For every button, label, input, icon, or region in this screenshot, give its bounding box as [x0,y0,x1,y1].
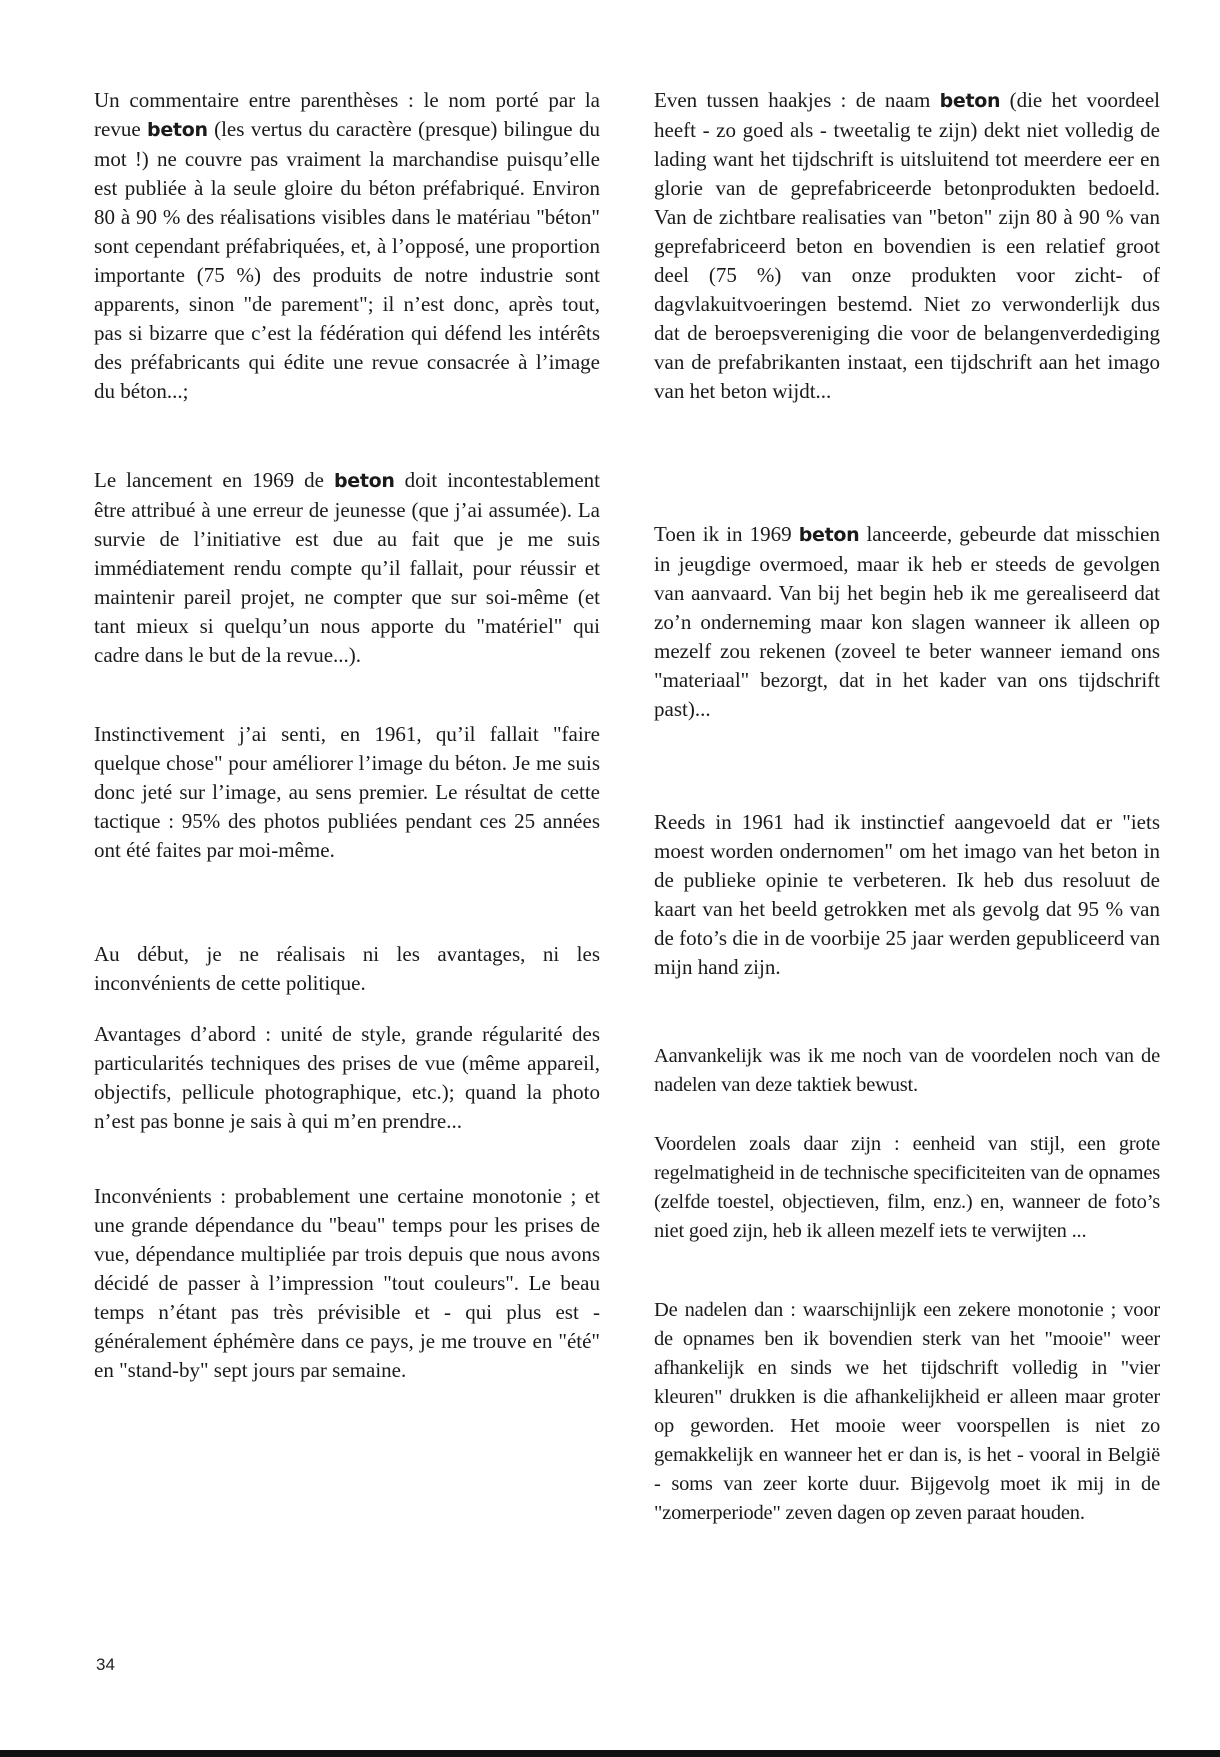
brand-name-beton: beton [147,119,208,141]
nl-paragraph-1: Even tussen haakjes : de naam beton (die het voordeel heeft - zo goed als - tweetalig te zijn) dekt niet volledig de lading want het tijdschrift is uitsluitend tot meerdere eer en glorie van de geprefabriceerde betonprodukten bedoeld. Van de zichtbare realisaties van "beton" zijn 80 à 90 % van geprefabriceerd beton en bovendien is een relatief groot deel (75 %) van onze produkten voor zicht- of dagvlakuitvoeringen bestemd. Niet zo verwonderlijk dus dat de beroepsvereniging die voor de belangenverdediging van de prefabrikanten instaat, een tijdschrift aan het imago van het beton wijdt... [654,88,1160,403]
nl-paragraph-5: Voordelen zoals daar zijn : eenheid van stijl, een grote regelmatigheid in de technische specificiteiten van de opnames (zelfde toestel, objectieven, film, enz.) en, wanneer de foto’s niet goed zijn, heb ik alleen mezelf iets te verwijten ... [654,1133,1160,1242]
page-number: 34 [96,1655,115,1674]
fr-paragraph-3: Instinctivement j’ai senti, en 1961, qu’il fallait "faire quelque chose" pour améliorer l’image du béton. Je me suis donc jeté sur l’image, au sens premier. Le résultat de cette tactique : 95% des photos publiées pendant ces 25 années ont été faites par moi-même. [94,722,600,862]
bottom-border [0,1750,1220,1757]
brand-name-beton: beton [798,524,860,546]
brand-name-beton: beton [939,90,1001,112]
fr-paragraph-5: Avantages d’abord : unité de style, grande régularité des particularités techniques des prises de vue (même appareil, objectifs, pellicule photographique, etc.); quand la photo n’est pas bonne je sais à qui m’en prendre... [94,1022,600,1133]
nl-paragraph-6: De nadelen dan : waarschijnlijk een zekere monotonie ; voor de opnames ben ik bovendien sterk van het "mooie" weer afhankelijk en sinds we het tijdschrift volledig in "vier kleuren" drukken is die afhankelijkheid er alleen maar groter op geworden. Het mooie weer voorspellen is niet zo gemakkelijk en wanneer het er dan is, is het - vooral in België - soms van zeer korte duur. Bijgevolg moet ik mij in de "zomerperiode" zeven dagen op zeven paraat houden. [654,1299,1160,1524]
fr-paragraph-6: Inconvénients : probablement une certaine monotonie ; et une grande dépendance du "beau" temps pour les prises de vue, dépendance multipliée par trois depuis que nous avons décidé de passer à l’impression "tout couleurs". Le beau temps n’étant pas très prévisible et - qui plus est - généralement éphémère dans ce pays, je me trouve en "été" en "stand-by" sept jours par semaine. [94,1184,600,1382]
fr-paragraph-2: Le lancement en 1969 de beton doit incontestablement être attribué à une erreur de jeunesse (que j’ai assumée). La survie de l’initiative est due au fait que je me suis immédiatement rendu compte qu’il fallait, pour réussir et maintenir pareil projet, ne compter que sur soi-même (et tant mieux si quelqu’un nous apporte du "matériel" qui cadre dans le but de la revue...). [94,468,601,667]
fr-paragraph-1: Un commentaire entre parenthèses : le nom porté par la revue beton (les vertus du caractère (presque) bilingue du mot !) ne couvre pas vraiment la marchandise puisqu’elle est publiée à la seule gloire du béton préfabriqué. Environ 80 à 90 % des réalisations visibles dans le matériau "béton" sont cependant préfabriquées, et, à l’opposé, une proportion importante (75 %) des produits de notre industrie sont apparents, sinon "de parement"; il n’est donc, après tout, pas si bizarre que c’est la fédération qui défend les intérêts des préfabricants qui édite une revue consacrée à l’image du béton...; [94,88,600,403]
nl-paragraph-4: Aanvankelijk was ik me noch van de voordelen noch van de nadelen van deze taktiek bewust. [654,1045,1160,1096]
nl-paragraph-3: Reeds in 1961 had ik instinctief aangevoeld dat er "iets moest worden ondernomen" om het imago van het beton in de publieke opinie te verbeteren. Ik heb dus resoluut de kaart van het beeld getrokken met als gevolg dat 95 % van de foto’s die in de voorbije 25 jaar werden gepubliceerd van mijn hand zijn. [654,810,1160,979]
nl-paragraph-2: Toen ik in 1969 beton lanceerde, gebeurde dat misschien in jeugdige overmoed, maar ik heb er steeds de gevolgen van aanvaard. Van bij het begin heb ik me gerealiseerd dat zo’n onderneming maar kon slagen wanneer ik alleen op mezelf zou rekenen (zoveel te beter wanneer iemand ons "materiaal" bezorgt, dat in het kader van ons tijdschrift past)... [654,522,1160,721]
fr-paragraph-4: Au début, je ne réalisais ni les avantages, ni les inconvénients de cette politique. [94,942,600,995]
brand-name-beton: beton [333,470,395,492]
